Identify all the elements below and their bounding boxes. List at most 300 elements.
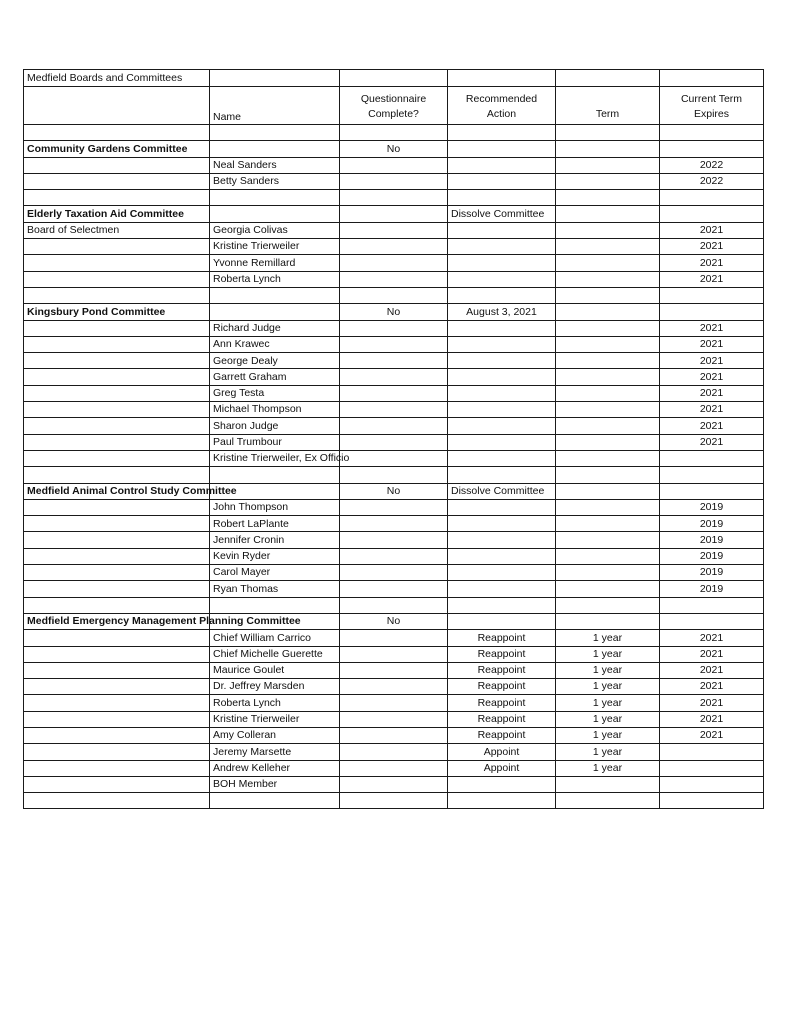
action-cell bbox=[448, 336, 556, 352]
committee-cell bbox=[24, 287, 210, 303]
member-row bbox=[24, 581, 764, 597]
questionnaire-cell bbox=[340, 467, 448, 483]
questionnaire-cell bbox=[340, 222, 448, 238]
questionnaire-cell bbox=[340, 744, 448, 760]
term-cell: 1 year bbox=[556, 679, 660, 695]
name-cell: Michael Thompson bbox=[210, 402, 340, 418]
name-cell bbox=[210, 793, 340, 809]
term-cell bbox=[556, 385, 660, 401]
questionnaire-cell bbox=[340, 499, 448, 515]
expires-cell bbox=[660, 304, 764, 320]
header-expires bbox=[660, 87, 764, 125]
member-row bbox=[24, 776, 764, 792]
committee-cell bbox=[24, 190, 210, 206]
header-term: Term bbox=[556, 87, 660, 125]
questionnaire-cell bbox=[340, 776, 448, 792]
expires-cell: 2021 bbox=[660, 679, 764, 695]
member-row bbox=[24, 385, 764, 401]
committee-cell bbox=[24, 385, 210, 401]
member-row bbox=[24, 402, 764, 418]
table-row bbox=[24, 467, 764, 483]
expires-cell: 2022 bbox=[660, 173, 764, 189]
questionnaire-cell bbox=[340, 320, 448, 336]
name-cell bbox=[210, 125, 340, 141]
document-title: Medfield Boards and Committees bbox=[24, 70, 210, 87]
name-cell: Jeremy Marsette bbox=[210, 744, 340, 760]
committee-row bbox=[24, 206, 764, 222]
questionnaire-cell bbox=[340, 157, 448, 173]
header-questionnaire-line1: Questionnaire bbox=[360, 92, 427, 105]
action-cell: Reappoint bbox=[448, 646, 556, 662]
expires-cell: 2021 bbox=[660, 662, 764, 678]
action-cell bbox=[448, 450, 556, 466]
committee-cell bbox=[24, 450, 210, 466]
questionnaire-cell bbox=[340, 255, 448, 271]
action-cell bbox=[448, 467, 556, 483]
questionnaire-cell: No bbox=[340, 141, 448, 157]
term-cell bbox=[556, 222, 660, 238]
expires-cell: 2021 bbox=[660, 711, 764, 727]
action-cell bbox=[448, 581, 556, 597]
expires-cell: 2021 bbox=[660, 271, 764, 287]
expires-cell: 2021 bbox=[660, 353, 764, 369]
name-cell: Paul Trumbour bbox=[210, 434, 340, 450]
member-row bbox=[24, 336, 764, 352]
expires-cell bbox=[660, 190, 764, 206]
expires-cell bbox=[660, 793, 764, 809]
questionnaire-cell bbox=[340, 662, 448, 678]
committee-cell bbox=[24, 369, 210, 385]
action-cell bbox=[448, 320, 556, 336]
term-cell: 1 year bbox=[556, 646, 660, 662]
name-cell: Maurice Goulet bbox=[210, 662, 340, 678]
questionnaire-cell bbox=[340, 271, 448, 287]
header-committee bbox=[24, 87, 210, 125]
expires-cell: 2019 bbox=[660, 581, 764, 597]
member-row bbox=[24, 173, 764, 189]
member-row bbox=[24, 532, 764, 548]
term-cell bbox=[556, 320, 660, 336]
expires-cell: 2022 bbox=[660, 157, 764, 173]
action-cell bbox=[448, 613, 556, 629]
term-cell: 1 year bbox=[556, 695, 660, 711]
committee-cell bbox=[24, 516, 210, 532]
expires-cell: 2021 bbox=[660, 434, 764, 450]
action-cell bbox=[448, 385, 556, 401]
empty-cell bbox=[556, 70, 660, 87]
action-cell bbox=[448, 369, 556, 385]
expires-cell: 2021 bbox=[660, 336, 764, 352]
term-cell: 1 year bbox=[556, 662, 660, 678]
expires-cell: 2021 bbox=[660, 320, 764, 336]
action-cell bbox=[448, 271, 556, 287]
questionnaire-cell bbox=[340, 173, 448, 189]
table-row bbox=[24, 793, 764, 809]
committee-row bbox=[24, 483, 764, 499]
member-row bbox=[24, 516, 764, 532]
action-cell bbox=[448, 353, 556, 369]
action-cell bbox=[448, 532, 556, 548]
action-cell bbox=[448, 141, 556, 157]
expires-cell bbox=[660, 744, 764, 760]
expires-cell: 2019 bbox=[660, 532, 764, 548]
expires-cell bbox=[660, 141, 764, 157]
term-cell bbox=[556, 793, 660, 809]
questionnaire-cell bbox=[340, 206, 448, 222]
name-cell: Kristine Trierweiler bbox=[210, 239, 340, 255]
header-questionnaire-line2: Complete? bbox=[368, 107, 419, 120]
committee-cell bbox=[24, 793, 210, 809]
name-cell: Yvonne Remillard bbox=[210, 255, 340, 271]
expires-cell: 2021 bbox=[660, 369, 764, 385]
name-cell: Robert LaPlante bbox=[210, 516, 340, 532]
name-cell: Greg Testa bbox=[210, 385, 340, 401]
action-cell bbox=[448, 499, 556, 515]
questionnaire-cell bbox=[340, 125, 448, 141]
committee-cell bbox=[24, 760, 210, 776]
expires-cell: 2021 bbox=[660, 402, 764, 418]
term-cell bbox=[556, 141, 660, 157]
term-cell bbox=[556, 776, 660, 792]
action-cell: Appoint bbox=[448, 760, 556, 776]
action-cell bbox=[448, 222, 556, 238]
member-row bbox=[24, 255, 764, 271]
committee-cell bbox=[24, 320, 210, 336]
expires-cell bbox=[660, 597, 764, 613]
name-cell bbox=[210, 304, 340, 320]
name-cell: Roberta Lynch bbox=[210, 695, 340, 711]
action-cell: Reappoint bbox=[448, 679, 556, 695]
expires-cell: 2021 bbox=[660, 727, 764, 743]
header-expires-line2: Expires bbox=[693, 107, 729, 120]
member-row bbox=[24, 662, 764, 678]
term-cell bbox=[556, 336, 660, 352]
questionnaire-cell bbox=[340, 711, 448, 727]
member-row bbox=[24, 630, 764, 646]
action-cell bbox=[448, 516, 556, 532]
questionnaire-cell: No bbox=[340, 304, 448, 320]
name-cell: Dr. Jeffrey Marsden bbox=[210, 679, 340, 695]
name-cell: Neal Sanders bbox=[210, 157, 340, 173]
member-row bbox=[24, 353, 764, 369]
action-cell bbox=[448, 255, 556, 271]
action-cell: August 3, 2021 bbox=[448, 304, 556, 320]
name-cell: Georgia Colivas bbox=[210, 222, 340, 238]
header-expires-line1: Current Term bbox=[680, 92, 743, 105]
committees-table bbox=[23, 69, 764, 809]
action-cell bbox=[448, 597, 556, 613]
name-cell bbox=[210, 467, 340, 483]
member-row bbox=[24, 271, 764, 287]
committee-cell bbox=[24, 499, 210, 515]
empty-cell bbox=[210, 70, 340, 87]
committee-cell bbox=[24, 125, 210, 141]
name-cell: Jennifer Cronin bbox=[210, 532, 340, 548]
term-cell bbox=[556, 548, 660, 564]
term-cell bbox=[556, 287, 660, 303]
committee-cell bbox=[24, 565, 210, 581]
name-cell bbox=[210, 206, 340, 222]
action-cell: Reappoint bbox=[448, 711, 556, 727]
expires-cell bbox=[660, 450, 764, 466]
term-cell: 1 year bbox=[556, 744, 660, 760]
term-cell: 1 year bbox=[556, 760, 660, 776]
term-cell bbox=[556, 483, 660, 499]
term-cell bbox=[556, 467, 660, 483]
member-row bbox=[24, 222, 764, 238]
committee-cell bbox=[24, 744, 210, 760]
term-cell bbox=[556, 516, 660, 532]
committee-cell bbox=[24, 581, 210, 597]
committee-cell bbox=[24, 255, 210, 271]
term-cell: 1 year bbox=[556, 727, 660, 743]
questionnaire-cell bbox=[340, 727, 448, 743]
name-cell: George Dealy bbox=[210, 353, 340, 369]
name-cell: Roberta Lynch bbox=[210, 271, 340, 287]
questionnaire-cell bbox=[340, 385, 448, 401]
expires-cell: 2021 bbox=[660, 695, 764, 711]
questionnaire-cell bbox=[340, 287, 448, 303]
questionnaire-cell bbox=[340, 434, 448, 450]
questionnaire-cell bbox=[340, 565, 448, 581]
name-cell: Kristine Trierweiler bbox=[210, 711, 340, 727]
empty-cell bbox=[340, 70, 448, 87]
questionnaire-cell bbox=[340, 630, 448, 646]
term-cell bbox=[556, 304, 660, 320]
action-cell: Dissolve Committee bbox=[448, 206, 556, 222]
action-cell: Reappoint bbox=[448, 630, 556, 646]
expires-cell bbox=[660, 760, 764, 776]
action-cell bbox=[448, 173, 556, 189]
committee-row bbox=[24, 304, 764, 320]
term-cell bbox=[556, 157, 660, 173]
questionnaire-cell bbox=[340, 450, 448, 466]
member-row bbox=[24, 239, 764, 255]
action-cell bbox=[448, 776, 556, 792]
term-cell bbox=[556, 353, 660, 369]
questionnaire-cell bbox=[340, 353, 448, 369]
questionnaire-cell bbox=[340, 369, 448, 385]
questionnaire-cell bbox=[340, 190, 448, 206]
term-cell bbox=[556, 581, 660, 597]
committee-cell bbox=[24, 173, 210, 189]
name-cell: Ryan Thomas bbox=[210, 581, 340, 597]
name-cell bbox=[210, 597, 340, 613]
header-row bbox=[24, 87, 764, 125]
questionnaire-cell bbox=[340, 760, 448, 776]
member-row bbox=[24, 369, 764, 385]
committee-cell bbox=[24, 548, 210, 564]
name-cell: Carol Mayer bbox=[210, 565, 340, 581]
committee-cell bbox=[24, 271, 210, 287]
member-row bbox=[24, 418, 764, 434]
questionnaire-cell bbox=[340, 695, 448, 711]
member-row bbox=[24, 744, 764, 760]
term-cell bbox=[556, 434, 660, 450]
questionnaire-cell bbox=[340, 581, 448, 597]
name-cell bbox=[210, 287, 340, 303]
member-row bbox=[24, 450, 764, 466]
expires-cell bbox=[660, 287, 764, 303]
questionnaire-cell bbox=[340, 239, 448, 255]
name-cell: Amy Colleran bbox=[210, 727, 340, 743]
committee-cell bbox=[24, 434, 210, 450]
committee-cell: Board of Selectmen bbox=[24, 222, 210, 238]
member-row bbox=[24, 711, 764, 727]
name-cell: Ann Krawec bbox=[210, 336, 340, 352]
term-cell bbox=[556, 255, 660, 271]
table-row bbox=[24, 287, 764, 303]
committee-cell bbox=[24, 711, 210, 727]
header-action-line2: Action bbox=[486, 107, 517, 120]
term-cell: 1 year bbox=[556, 630, 660, 646]
term-cell bbox=[556, 206, 660, 222]
term-cell bbox=[556, 402, 660, 418]
header-name: Name bbox=[210, 87, 340, 125]
member-row bbox=[24, 548, 764, 564]
committee-cell bbox=[24, 336, 210, 352]
member-row bbox=[24, 695, 764, 711]
committee-cell bbox=[24, 776, 210, 792]
name-cell bbox=[210, 190, 340, 206]
expires-cell: 2019 bbox=[660, 565, 764, 581]
term-cell bbox=[556, 125, 660, 141]
expires-cell bbox=[660, 206, 764, 222]
action-cell bbox=[448, 239, 556, 255]
title-row bbox=[24, 70, 764, 87]
action-cell bbox=[448, 793, 556, 809]
term-cell bbox=[556, 532, 660, 548]
term-cell bbox=[556, 418, 660, 434]
questionnaire-cell bbox=[340, 418, 448, 434]
table-row bbox=[24, 125, 764, 141]
action-cell bbox=[448, 565, 556, 581]
action-cell bbox=[448, 548, 556, 564]
committee-cell bbox=[24, 679, 210, 695]
expires-cell: 2021 bbox=[660, 255, 764, 271]
member-row bbox=[24, 760, 764, 776]
expires-cell: 2019 bbox=[660, 499, 764, 515]
committee-cell bbox=[24, 662, 210, 678]
table-row bbox=[24, 190, 764, 206]
questionnaire-cell bbox=[340, 516, 448, 532]
name-cell: Chief Michelle Guerette bbox=[210, 646, 340, 662]
questionnaire-cell bbox=[340, 402, 448, 418]
expires-cell bbox=[660, 483, 764, 499]
committee-cell: Community Gardens Committee bbox=[24, 141, 210, 157]
term-cell bbox=[556, 173, 660, 189]
name-cell: Betty Sanders bbox=[210, 173, 340, 189]
term-cell bbox=[556, 239, 660, 255]
name-cell: Garrett Graham bbox=[210, 369, 340, 385]
term-cell bbox=[556, 597, 660, 613]
expires-cell: 2019 bbox=[660, 516, 764, 532]
committee-cell bbox=[24, 597, 210, 613]
member-row bbox=[24, 727, 764, 743]
term-cell bbox=[556, 613, 660, 629]
term-cell bbox=[556, 369, 660, 385]
action-cell: Reappoint bbox=[448, 727, 556, 743]
expires-cell bbox=[660, 467, 764, 483]
questionnaire-cell bbox=[340, 336, 448, 352]
action-cell: Appoint bbox=[448, 744, 556, 760]
questionnaire-cell bbox=[340, 532, 448, 548]
member-row bbox=[24, 157, 764, 173]
committee-cell bbox=[24, 467, 210, 483]
committee-row bbox=[24, 141, 764, 157]
committee-cell: Kingsbury Pond Committee bbox=[24, 304, 210, 320]
questionnaire-cell: No bbox=[340, 483, 448, 499]
table-row bbox=[24, 597, 764, 613]
name-cell: Kristine Trierweiler, Ex Officio bbox=[210, 450, 340, 466]
action-cell: Reappoint bbox=[448, 695, 556, 711]
header-action-line1: Recommended bbox=[465, 92, 538, 105]
name-cell: BOH Member bbox=[210, 776, 340, 792]
committee-cell bbox=[24, 630, 210, 646]
questionnaire-cell bbox=[340, 548, 448, 564]
committee-cell bbox=[24, 646, 210, 662]
action-cell bbox=[448, 190, 556, 206]
action-cell bbox=[448, 157, 556, 173]
member-row bbox=[24, 434, 764, 450]
committee-cell: Medfield Animal Control Study Committee bbox=[24, 483, 210, 499]
term-cell bbox=[556, 271, 660, 287]
committee-row bbox=[24, 613, 764, 629]
term-cell bbox=[556, 190, 660, 206]
questionnaire-cell bbox=[340, 646, 448, 662]
term-cell bbox=[556, 565, 660, 581]
name-cell: Sharon Judge bbox=[210, 418, 340, 434]
member-row bbox=[24, 679, 764, 695]
name-cell bbox=[210, 141, 340, 157]
expires-cell bbox=[660, 613, 764, 629]
term-cell: 1 year bbox=[556, 711, 660, 727]
committee-cell bbox=[24, 239, 210, 255]
committee-cell bbox=[24, 695, 210, 711]
questionnaire-cell bbox=[340, 597, 448, 613]
term-cell bbox=[556, 499, 660, 515]
empty-cell bbox=[448, 70, 556, 87]
questionnaire-cell bbox=[340, 679, 448, 695]
action-cell bbox=[448, 125, 556, 141]
name-cell: Chief William Carrico bbox=[210, 630, 340, 646]
member-row bbox=[24, 499, 764, 515]
expires-cell: 2021 bbox=[660, 630, 764, 646]
committee-cell bbox=[24, 418, 210, 434]
member-row bbox=[24, 646, 764, 662]
expires-cell: 2021 bbox=[660, 385, 764, 401]
member-row bbox=[24, 320, 764, 336]
questionnaire-cell bbox=[340, 793, 448, 809]
expires-cell bbox=[660, 776, 764, 792]
expires-cell: 2021 bbox=[660, 646, 764, 662]
committee-cell bbox=[24, 727, 210, 743]
name-cell: Kevin Ryder bbox=[210, 548, 340, 564]
expires-cell: 2021 bbox=[660, 222, 764, 238]
action-cell bbox=[448, 434, 556, 450]
questionnaire-cell: No bbox=[340, 613, 448, 629]
committee-cell bbox=[24, 353, 210, 369]
action-cell bbox=[448, 402, 556, 418]
term-cell bbox=[556, 450, 660, 466]
name-cell: John Thompson bbox=[210, 499, 340, 515]
action-cell: Dissolve Committee bbox=[448, 483, 556, 499]
action-cell bbox=[448, 418, 556, 434]
committee-cell bbox=[24, 532, 210, 548]
committee-cell bbox=[24, 157, 210, 173]
expires-cell: 2021 bbox=[660, 418, 764, 434]
action-cell bbox=[448, 287, 556, 303]
